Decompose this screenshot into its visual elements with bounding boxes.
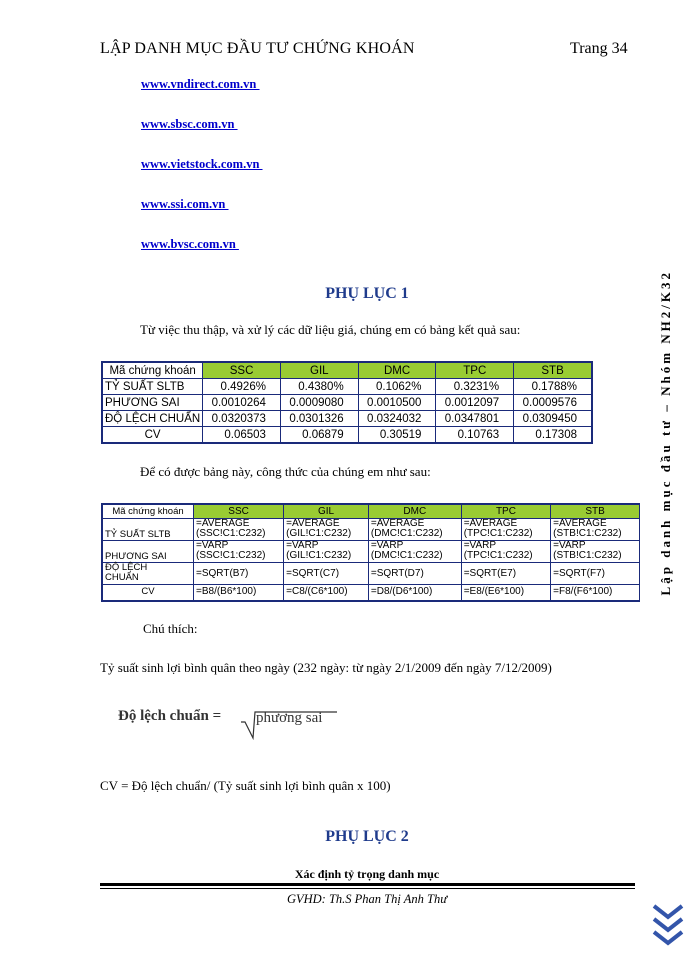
table-cell: 0.0010264: [203, 395, 281, 411]
table-cell: =D8/(D6*100): [368, 585, 461, 601]
table-cell: 0.0320373: [203, 411, 281, 427]
table-cell: 0.0309450: [514, 411, 592, 427]
table-cell: =SQRT(D7): [368, 563, 461, 585]
appendix2-heading: PHỤ LỤC 2: [325, 828, 409, 845]
table-row: [102, 427, 592, 444]
formula-line: (SSC!C1:C232): [196, 550, 266, 561]
table-row: [102, 563, 640, 585]
table-cell: 0.10763: [436, 427, 514, 444]
table-cell: =C8/(C6*100): [284, 585, 369, 601]
side-label-text: Lập danh mục đầu tư – Nhóm NH2/K32: [658, 270, 673, 596]
link-vndirect[interactable]: www.vndirect.com.vn: [141, 77, 260, 91]
footer-divider-thin: [100, 888, 635, 889]
header-title: LẬP DANH MỤC ĐẦU TƯ CHỨNG KHOÁN: [100, 40, 415, 57]
table-header-cell: STB: [514, 362, 592, 379]
table-cell: 0.1062%: [358, 379, 436, 395]
footer-advisor: GVHD: Th.S Phan Thị Anh Thư: [286, 892, 448, 906]
table-cell: 0.0301326: [280, 411, 358, 427]
notes-label: Chú thích:: [143, 621, 198, 636]
table-cell: =SQRT(E7): [461, 563, 550, 585]
table-cell: 0.3231%: [436, 379, 514, 395]
std-dev-formula-rhs: phương sai: [256, 710, 323, 726]
table-header-cell: GIL: [280, 362, 358, 379]
table-header-cell: TPC: [436, 362, 514, 379]
table-row: [102, 395, 592, 411]
table-cell: 0.0009080: [280, 395, 358, 411]
formula-line: =VARP: [463, 540, 497, 551]
appendix1-heading: PHỤ LỤC 1: [325, 285, 409, 302]
row-label-line: CHUẨN: [105, 572, 139, 583]
formula-line: (SSC!C1:C232): [196, 528, 266, 539]
table-cell: 0.4926%: [203, 379, 281, 395]
table-cell: 0.30519: [358, 427, 436, 444]
table-cell: [284, 541, 369, 563]
table-cell: [194, 519, 284, 541]
row-label: [102, 563, 194, 585]
link-ssi[interactable]: www.ssi.com.vn: [141, 197, 229, 211]
table-cell: [551, 519, 640, 541]
table-cell: 0.1788%: [514, 379, 592, 395]
formula-line: =AVERAGE: [286, 518, 340, 529]
row-label-line: ĐỘ LỆCH: [105, 562, 148, 573]
formula-line: (DMC!C1:C232): [370, 528, 443, 539]
table-header-cell: Mã chứng khoán: [102, 504, 194, 519]
table-cell: =E8/(E6*100): [461, 585, 550, 601]
formula-line: (STB!C1:C232): [553, 550, 622, 561]
footer-divider: [100, 883, 635, 886]
table-row: [102, 585, 640, 601]
formula-line: (STB!C1:C232): [553, 528, 622, 539]
formula-line: (DMC!C1:C232): [370, 550, 443, 561]
table-cell: =F8/(F6*100): [551, 585, 640, 601]
table-cell: 0.06503: [203, 427, 281, 444]
table-header-cell: STB: [551, 504, 640, 519]
table-cell: [368, 541, 461, 563]
formula-intro: Để có được bảng này, công thức của chúng em như sau:: [140, 464, 431, 479]
table-row: [102, 379, 592, 395]
formula-table: [101, 503, 640, 602]
table-cell: 0.06879: [280, 427, 358, 444]
table-header-cell: DMC: [368, 504, 461, 519]
table-cell: [284, 519, 369, 541]
formula-line: =AVERAGE: [463, 518, 518, 529]
formula-line: =AVERAGE: [553, 518, 607, 529]
table-cell: [461, 541, 550, 563]
reference-links: [141, 77, 263, 277]
note-average-return: Tỷ suất sinh lợi bình quân theo ngày (232 ngày: từ ngày 2/1/2009 đến ngày 7/12/2009): [100, 660, 552, 675]
page-number: Trang 34: [570, 40, 628, 57]
table-cell: 0.17308: [514, 427, 592, 444]
formula-line: =AVERAGE: [196, 518, 250, 529]
row-label: CV: [102, 427, 203, 444]
table-cell: [551, 541, 640, 563]
side-vertical-label: [658, 270, 682, 890]
table-cell: =B8/(B6*100): [194, 585, 284, 601]
table-cell: [194, 541, 284, 563]
row-label: TỶ SUẤT SLTB: [102, 519, 194, 541]
appendix1-intro: Từ việc thu thập, và xử lý các dữ liệu giá, chúng em có bảng kết quả sau:: [140, 322, 521, 337]
table-row: [102, 541, 640, 563]
results-table: [101, 361, 593, 444]
table-cell: =SQRT(C7): [284, 563, 369, 585]
formula-line: (GIL!C1:C232): [286, 528, 352, 539]
table-cell: =SQRT(B7): [194, 563, 284, 585]
std-dev-formula-lhs: Độ lệch chuẩn =: [118, 708, 222, 724]
table-header-cell: GIL: [284, 504, 369, 519]
table-row: [102, 519, 640, 541]
table-header-row: [102, 362, 592, 379]
table-row: [102, 411, 592, 427]
link-bvsc[interactable]: www.bvsc.com.vn: [141, 237, 239, 251]
table-header-cell: SSC: [194, 504, 284, 519]
formula-line: =VARP: [196, 540, 229, 551]
row-label: ĐỘ LỆCH CHUẨN: [102, 411, 203, 427]
formula-line: (GIL!C1:C232): [286, 550, 352, 561]
row-label: PHƯƠNG SAI: [102, 395, 203, 411]
formula-line: (TPC!C1:C232): [463, 528, 533, 539]
table-cell: 0.0347801: [436, 411, 514, 427]
row-label: PHƯƠNG SAI: [102, 541, 194, 563]
formula-line: =AVERAGE: [370, 518, 425, 529]
table-cell: 0.0012097: [436, 395, 514, 411]
note-cv: CV = Độ lệch chuẩn/ (Tỷ suất sinh lợi bình quân x 100): [100, 778, 391, 793]
table-header-cell: Mã chứng khoán: [102, 362, 203, 379]
table-header-row: [102, 504, 640, 519]
row-label: TỶ SUẤT SLTB: [102, 379, 203, 395]
formula-line: =VARP: [286, 540, 319, 551]
table-header-cell: TPC: [461, 504, 550, 519]
table-cell: 0.0010500: [358, 395, 436, 411]
formula-line: =VARP: [370, 540, 404, 551]
formula-line: (TPC!C1:C232): [463, 550, 533, 561]
table-cell: 0.4380%: [280, 379, 358, 395]
table-cell: 0.0009576: [514, 395, 592, 411]
table-cell: =SQRT(F7): [551, 563, 640, 585]
link-vietstock[interactable]: www.vietstock.com.vn: [141, 157, 263, 171]
chevron-down-icon: [651, 903, 685, 949]
row-label: CV: [102, 585, 194, 601]
appendix2-subtitle: Xác định tỷ trọng danh mục: [294, 867, 440, 881]
table-header-cell: DMC: [358, 362, 436, 379]
table-header-cell: SSC: [203, 362, 281, 379]
table-cell: 0.0324032: [358, 411, 436, 427]
table-cell: [368, 519, 461, 541]
table-cell: [461, 519, 550, 541]
link-sbsc[interactable]: www.sbsc.com.vn: [141, 117, 238, 131]
formula-line: =VARP: [553, 540, 586, 551]
